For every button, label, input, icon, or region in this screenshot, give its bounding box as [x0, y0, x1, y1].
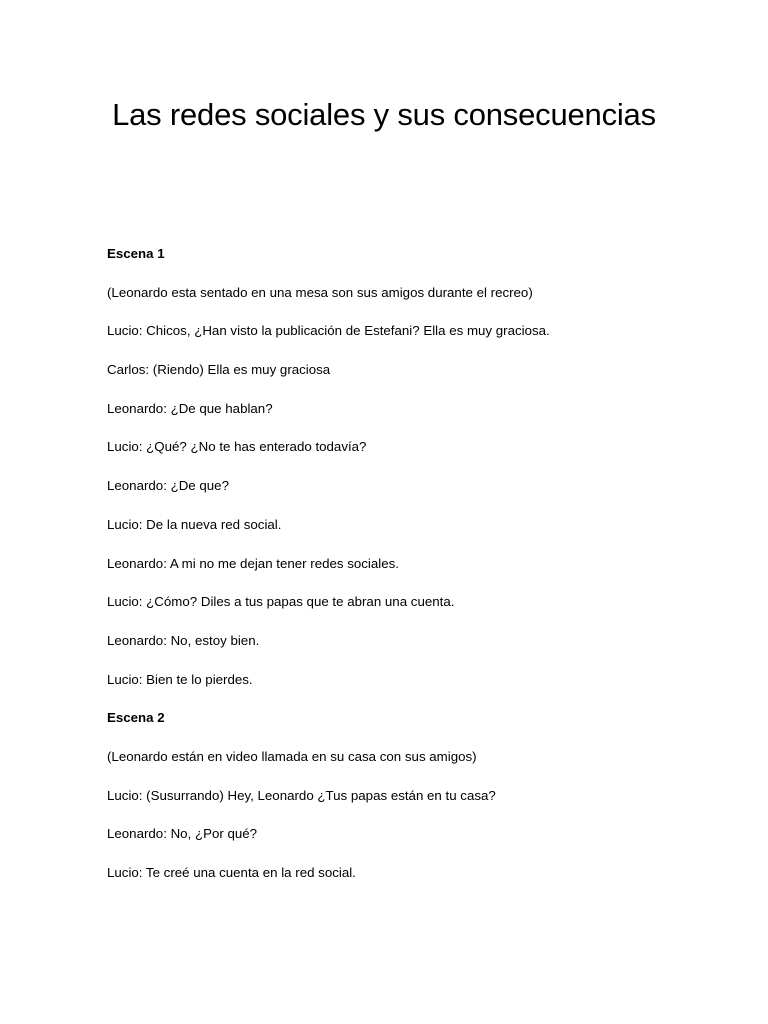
dialogue-line: Leonardo: ¿De que? — [107, 478, 229, 494]
scene-heading: Escena 2 — [107, 710, 165, 726]
scene-heading: Escena 1 — [107, 246, 165, 261]
dialogue-line: Carlos: (Riendo) Ella es muy graciosa — [107, 362, 331, 378]
dialogue-line: Lucio: ¿Qué? ¿No te has enterado todavía? — [107, 439, 367, 455]
dialogue-line: Leonardo: ¿De que hablan? — [107, 400, 273, 416]
stage-direction: (Leonardo esta sentado en una mesa son sus amigos durante el recreo) — [107, 284, 533, 300]
dialogue-line: Lucio: Te creé una cuenta en la red social. — [107, 865, 356, 880]
stage-direction: (Leonardo están en video llamada en su casa con sus amigos) — [107, 748, 477, 764]
dialogue-line: Leonardo: A mi no me dejan tener redes sociales. — [107, 555, 399, 571]
dialogue-line: Lucio: ¿Cómo? Diles a tus papas que te abran una cuenta. — [107, 594, 455, 610]
script-body — [107, 244, 707, 902]
dialogue-line: Leonardo: No, estoy bien. — [107, 632, 260, 648]
dialogue-line: Lucio: (Susurrando) Hey, Leonardo ¿Tus papas están en tu casa? — [107, 787, 496, 803]
dialogue-line: Leonardo: No, ¿Por qué? — [107, 826, 258, 842]
dialogue-line: Lucio: Bien te lo pierdes. — [107, 671, 253, 687]
document-title: Las redes sociales y sus consecuencias — [112, 97, 656, 132]
dialogue-line: Lucio: De la nueva red social. — [107, 516, 282, 532]
dialogue-line: Lucio: Chicos, ¿Han visto la publicación de Estefani? Ella es muy graciosa. — [107, 323, 550, 339]
